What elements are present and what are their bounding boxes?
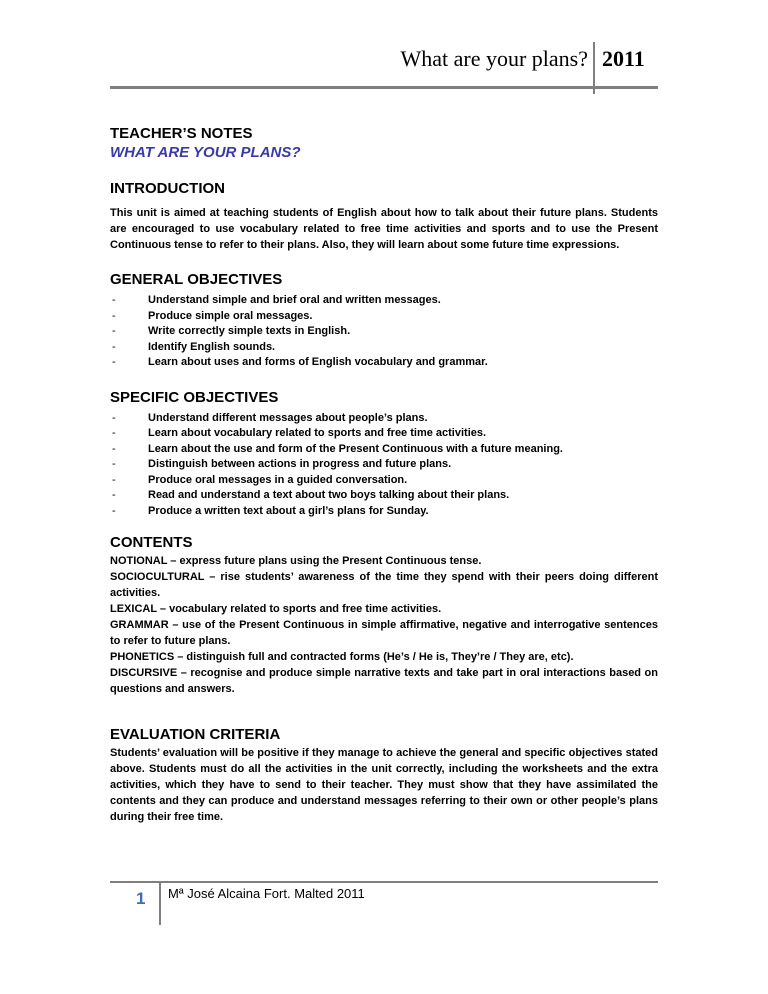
introduction-section bbox=[110, 179, 658, 253]
footer-author: Mª José Alcaina Fort. Malted 2011 bbox=[168, 886, 365, 901]
list-item: - Learn about vocabulary related to sports and free time activities. bbox=[110, 426, 658, 442]
list-item: - Read and understand a text about two boys talking about their plans. bbox=[110, 488, 658, 504]
list-item: - Produce a written text about a girl’s plans for Sunday. bbox=[110, 504, 658, 520]
contents-item: SOCIOCULTURAL – rise students’ awareness of the time they spend with their peers doing different activities. bbox=[110, 571, 658, 599]
specific-objectives-heading: SPECIFIC OBJECTIVES bbox=[110, 388, 279, 406]
list-item: - Produce simple oral messages. bbox=[110, 309, 658, 325]
header-divider-horizontal bbox=[110, 86, 658, 89]
introduction-text: This unit is aimed at teaching students of English about how to talk about their future plans. Students are encouraged to use vocabulary related to free time activities and sports and to use the Present Continuous tense to refer to their plans. Also, they will learn about some future time expressions. bbox=[110, 207, 658, 251]
general-objectives-section bbox=[110, 270, 658, 371]
contents-item: NOTIONAL – express future plans using the Present Continuous tense. bbox=[110, 555, 482, 567]
contents-heading: CONTENTS bbox=[110, 534, 193, 551]
document-subtitle: WHAT ARE YOUR PLANS? bbox=[110, 144, 301, 161]
list-item: - Learn about the use and form of the Present Continuous with a future meaning. bbox=[110, 442, 658, 458]
evaluation-section bbox=[110, 725, 658, 825]
header-title: What are your plans? bbox=[400, 46, 588, 71]
footer-divider-horizontal bbox=[110, 881, 658, 883]
header-year: 2011 bbox=[602, 46, 645, 71]
general-objectives-heading: GENERAL OBJECTIVES bbox=[110, 271, 283, 288]
list-item: - Produce oral messages in a guided conversation. bbox=[110, 473, 658, 489]
footer-divider-vertical bbox=[159, 883, 161, 925]
list-item: - Learn about uses and forms of English vocabulary and grammar. bbox=[110, 355, 658, 371]
contents-item: PHONETICS – distinguish full and contracted forms (He’s / He is, They’re / They are, etc). bbox=[110, 651, 574, 663]
introduction-heading: INTRODUCTION bbox=[110, 180, 225, 197]
document-title: TEACHER’S NOTES bbox=[110, 125, 253, 142]
contents-item: LEXICAL – vocabulary related to sports and free time activities. bbox=[110, 603, 442, 615]
contents-item: DISCURSIVE – recognise and produce simple narrative texts and take part in oral interactions based on questions and answers. bbox=[110, 667, 658, 695]
page-number: 1 bbox=[136, 889, 146, 908]
contents-section bbox=[110, 533, 658, 697]
contents-item: GRAMMAR – use of the Present Continuous in simple affirmative, negative and interrogative sentences to refer to future plans. bbox=[110, 619, 658, 647]
document-body bbox=[110, 124, 658, 825]
evaluation-heading: EVALUATION CRITERIA bbox=[110, 726, 281, 743]
list-item: - Identify English sounds. bbox=[110, 340, 658, 356]
list-item: - Distinguish between actions in progress and future plans. bbox=[110, 457, 658, 473]
general-objectives-list bbox=[110, 293, 658, 371]
specific-objectives-list bbox=[110, 411, 658, 520]
evaluation-text: Students’ evaluation will be positive if they manage to achieve the general and specific objectives stated above. Students must do all the activities in the unit correctly, including the worksheets and the extra activities, which they have to send to their teacher. They must show that they have assimilated the contents and they can produce and understand messages referring to their own or other people’s plans during their free time. bbox=[110, 747, 658, 823]
list-item: - Understand different messages about people’s plans. bbox=[110, 411, 658, 427]
list-item: - Write correctly simple texts in English. bbox=[110, 324, 658, 340]
list-item: - Understand simple and brief oral and written messages. bbox=[110, 293, 658, 309]
specific-objectives-section bbox=[110, 388, 658, 520]
